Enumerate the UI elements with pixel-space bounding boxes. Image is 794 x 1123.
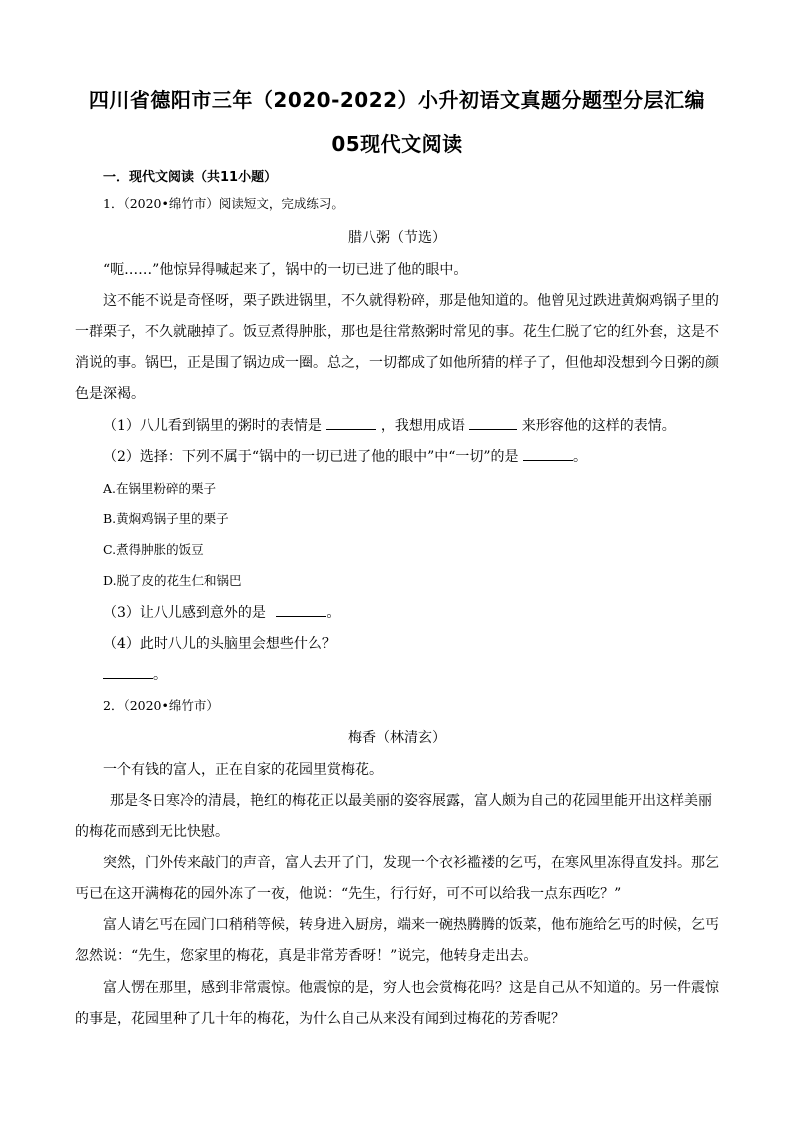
passage-2-paragraph-4-line-1: 富人请乞丐在园门口稍稍等候，转身进入厨房，端来一碗热腾腾的饭菜，他布施给乞丐的时候，乞丐 — [103, 917, 719, 933]
passage-2-paragraph-5-line-1: 富人愣在那里，感到非常震惊。他震惊的是，穷人也会赏梅花吗？这是自己从不知道的。另一件震惊 — [103, 980, 719, 996]
sub-question-3-text-a: （3）让八儿感到意外的是 — [103, 605, 266, 621]
answer-blank-1b[interactable] — [469, 417, 517, 430]
answer-blank-2[interactable] — [523, 448, 573, 461]
sub-question-4: （4）此时八儿的头脑里会想些什么？ — [103, 636, 336, 652]
sub-question-2-text-b: 。 — [573, 449, 587, 465]
sub-question-2 — [103, 447, 587, 467]
passage-2-paragraph-3-line-2: 丐已在这开满梅花的园外冻了一夜，他说：“先生，行行好，可不可以给我一点东西吃？” — [75, 886, 622, 902]
option-a: A.在锅里粉碎的栗子 — [103, 481, 217, 496]
section-heading: 一．现代文阅读（共11小题） — [103, 170, 278, 185]
sub-question-1-text-b: ，我想用成语 — [380, 418, 465, 434]
sub-question-4-end: 。 — [153, 667, 167, 683]
passage-2-paragraph-5-line-2: 的事是，花园里种了几十年的梅花，为什么自己从来没有闻到过梅花的芳香呢？ — [75, 1011, 565, 1027]
answer-blank-3[interactable] — [276, 604, 326, 617]
passage-2-paragraph-1: 一个有钱的富人，正在自家的花园里赏梅花。 — [103, 762, 383, 778]
passage-1-title: 腊八粥（节选） — [348, 230, 446, 246]
sub-question-3 — [103, 603, 340, 623]
sub-question-1 — [103, 416, 676, 436]
passage-1-paragraph-2-line-3: 消说的事。锅巴，正是围了锅边成一圈。总之，一切都成了如他所猜的样子了，但他却没想到今日粥的颜 — [75, 355, 719, 371]
document-title: 四川省德阳市三年（2020-2022）小升初语文真题分题型分层汇编 — [88, 88, 706, 112]
document-subtitle: 05现代文阅读 — [331, 132, 463, 156]
answer-blank-1a[interactable] — [326, 417, 376, 430]
sub-question-1-text-c: 来形容他的这样的表情。 — [521, 418, 676, 434]
passage-2-paragraph-2-line-2: 的梅花而感到无比快慰。 — [75, 824, 229, 840]
question-2-header: 2．（2020•绵竹市） — [103, 698, 219, 713]
passage-2-paragraph-2-line-1: 那是冬日寒冷的清晨，艳红的梅花正以最美丽的姿容展露，富人颇为自己的花园里能开出这样美丽 — [110, 793, 712, 809]
sub-question-2-text-a: （2）选择：下列不属于“锅中的一切已进了他的眼中”中“一切”的是 — [103, 449, 519, 465]
passage-2-title: 梅香（林清玄） — [348, 730, 446, 746]
passage-1-paragraph-2-line-4: 色是深褐。 — [75, 386, 145, 402]
option-b: B.黄焖鸡锅子里的栗子 — [103, 511, 229, 526]
passage-1-paragraph-2-line-1: 这不能不说是奇怪呀，栗子跌进锅里，不久就得粉碎，那是他知道的。他曾见过跌进黄焖鸡锅子里的 — [103, 293, 719, 309]
passage-1-paragraph-2-line-2: 一群栗子，不久就融掉了。饭豆煮得肿胀，那也是往常熬粥时常见的事。花生仁脱了它的红外套，这是不 — [75, 324, 719, 340]
sub-question-4-answer — [103, 665, 167, 685]
sub-question-1-text-a: （1）八儿看到锅里的粥时的表情是 — [103, 418, 322, 434]
passage-2-paragraph-4-line-2: 忽然说：“先生，您家里的梅花，真是非常芳香呀！”说完，他转身走出去。 — [75, 948, 538, 964]
passage-1-paragraph-1: “呃……”他惊异得喊起来了，锅中的一切已进了他的眼中。 — [103, 262, 468, 278]
option-c: C.煮得肿胀的饭豆 — [103, 542, 204, 557]
question-1-header: 1．（2020•绵竹市）阅读短文，完成练习。 — [103, 196, 344, 211]
option-d: D.脱了皮的花生仁和锅巴 — [103, 573, 242, 588]
sub-question-3-text-b: 。 — [326, 605, 341, 621]
answer-blank-4[interactable] — [103, 666, 153, 679]
passage-2-paragraph-3-line-1: 突然，门外传来敲门的声音，富人去开了门，发现一个衣衫褴褛的乞丐，在寒风里冻得直发抖。那乞 — [103, 855, 719, 871]
